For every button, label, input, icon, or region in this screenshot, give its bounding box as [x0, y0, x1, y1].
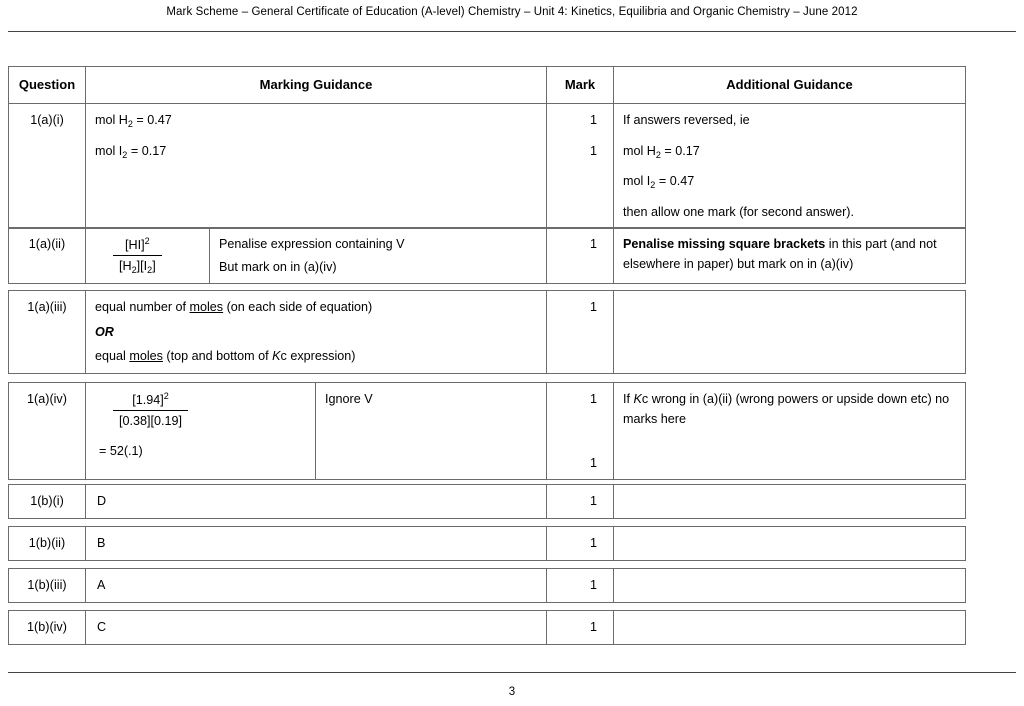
fraction-numerator: $[1.94]^2$	[113, 392, 188, 411]
table-row	[9, 611, 966, 645]
table-row	[9, 485, 966, 519]
mark-value-1a ii: 1	[547, 228, 614, 284]
answer-letter-1b ii: B	[86, 527, 547, 561]
marking-guidance-1a iii	[86, 291, 547, 374]
mark-value-1a iv	[547, 383, 614, 480]
additional-guidance-1a ii: Penalise missing square brackets in this part (and not elsewhere in paper) but mark on in (a)(iv)	[614, 228, 966, 284]
kc-calculation-fraction	[113, 392, 188, 430]
guidance-text-line: equal moles (top and bottom of Kc expression)	[95, 349, 356, 364]
column-header-additional-guidance: Additional Guidance	[614, 67, 966, 104]
additional-guidance-1b ii	[614, 527, 966, 561]
answer-letter-1b iv: C	[86, 611, 547, 645]
mark-scheme-table-row-1b-ii	[8, 526, 966, 561]
additional-text-line: mol $H_2 = 0.17$	[623, 143, 700, 160]
fraction-denominator: $[H_2][I_2]$	[119, 259, 156, 275]
column-header-question: Question	[9, 67, 86, 104]
emphasis-text: Penalise missing square brackets	[623, 237, 826, 251]
running-header: Mark Scheme – General Certificate of Education (A-level) Chemistry – Unit 4: Kinetics, Equilibria and Organic Chemistry – June 2012	[166, 6, 858, 18]
mark-value: 1	[589, 113, 597, 128]
column-header-mark: Mark	[547, 67, 614, 104]
question-number-1a i: 1(a)(i)	[9, 104, 86, 229]
mark-value: 1	[589, 143, 597, 158]
mark-scheme-table-row-1a-iii	[8, 290, 966, 374]
fraction-denominator: [0.38][0.19]	[119, 414, 183, 428]
mark-value-1b i: 1	[547, 485, 614, 519]
mark-scheme-table-row-1b-i	[8, 484, 966, 519]
additional-guidance-1b iv	[614, 611, 966, 645]
calculation-result: = 52(.1)	[99, 443, 143, 458]
answer-letter-1b iii: A	[86, 569, 547, 603]
marking-guidance-calculation-1a iv	[86, 383, 316, 480]
additional-text-line: mol $I_2 = 0.47$	[623, 174, 695, 191]
mark-value-1b ii: 1	[547, 527, 614, 561]
mark-value-1a i	[547, 104, 614, 229]
mark-scheme-table-row-1b-iii	[8, 568, 966, 603]
additional-guidance-1b iii	[614, 569, 966, 603]
kc-expression-fraction	[113, 237, 162, 275]
question-number-1b iv: 1(b)(iv)	[9, 611, 86, 645]
column-header-marking-guidance: Marking Guidance	[86, 67, 547, 104]
guidance-text-line: Penalise expression containing V	[219, 237, 405, 251]
marking-guidance-expression-1a ii	[86, 228, 210, 284]
mark-value: 1	[589, 455, 597, 470]
guidance-text-line: Ignore V	[325, 392, 373, 406]
guidance-text-line: mol $I_2 = 0.17$	[95, 143, 167, 160]
additional-text-line: If answers reversed, ie	[623, 113, 750, 128]
page-number: 3	[508, 686, 516, 698]
footer-divider-rule	[8, 672, 1016, 673]
additional-text-line: then allow one mark (for second answer).	[623, 204, 854, 219]
answer-letter-1b i: D	[86, 485, 547, 519]
guidance-or-keyword: OR	[95, 324, 114, 339]
question-number-1a ii: 1(a)(ii)	[9, 228, 86, 284]
mark-scheme-table-row-1a-iv	[8, 382, 966, 480]
marking-guidance-notes-1a iv	[316, 383, 547, 480]
guidance-text-line: But mark on in (a)(iv)	[219, 259, 337, 274]
header-divider-rule	[8, 31, 1016, 32]
table-header-row	[9, 67, 966, 104]
marking-guidance-1a i	[86, 104, 547, 229]
mark-value-1b iv: 1	[547, 611, 614, 645]
table-row	[9, 383, 966, 480]
table-row	[9, 291, 966, 374]
table-row	[9, 104, 966, 229]
table-row	[9, 228, 966, 284]
question-number-1b iii: 1(b)(iii)	[9, 569, 86, 603]
marking-guidance-notes-1a ii	[210, 228, 547, 284]
mark-value: 1	[589, 392, 597, 406]
table-row	[9, 527, 966, 561]
question-number-1a iii: 1(a)(iii)	[9, 291, 86, 374]
guidance-text-line: mol $H_2 = 0.47$	[95, 113, 172, 130]
mark-value-1b iii: 1	[547, 569, 614, 603]
mark-value-1a iii: 1	[547, 291, 614, 374]
mark-scheme-table-header-block	[8, 66, 966, 229]
additional-guidance-1a iv: If Kc wrong in (a)(ii) (wrong powers or upside down etc) no marks here	[614, 383, 966, 480]
fraction-numerator: [HI]$^2$	[113, 237, 162, 256]
question-number-1a iv: 1(a)(iv)	[9, 383, 86, 480]
mark-scheme-table-row-1a-ii	[8, 227, 966, 284]
table-row	[9, 569, 966, 603]
additional-guidance-1b i	[614, 485, 966, 519]
mark-scheme-table-row-1b-iv	[8, 610, 966, 645]
question-number-1b ii: 1(b)(ii)	[9, 527, 86, 561]
additional-guidance-1a iii	[614, 291, 966, 374]
additional-guidance-1a i	[614, 104, 966, 229]
question-number-1b i: 1(b)(i)	[9, 485, 86, 519]
guidance-text-line: equal number of moles (on each side of equation)	[95, 300, 373, 314]
